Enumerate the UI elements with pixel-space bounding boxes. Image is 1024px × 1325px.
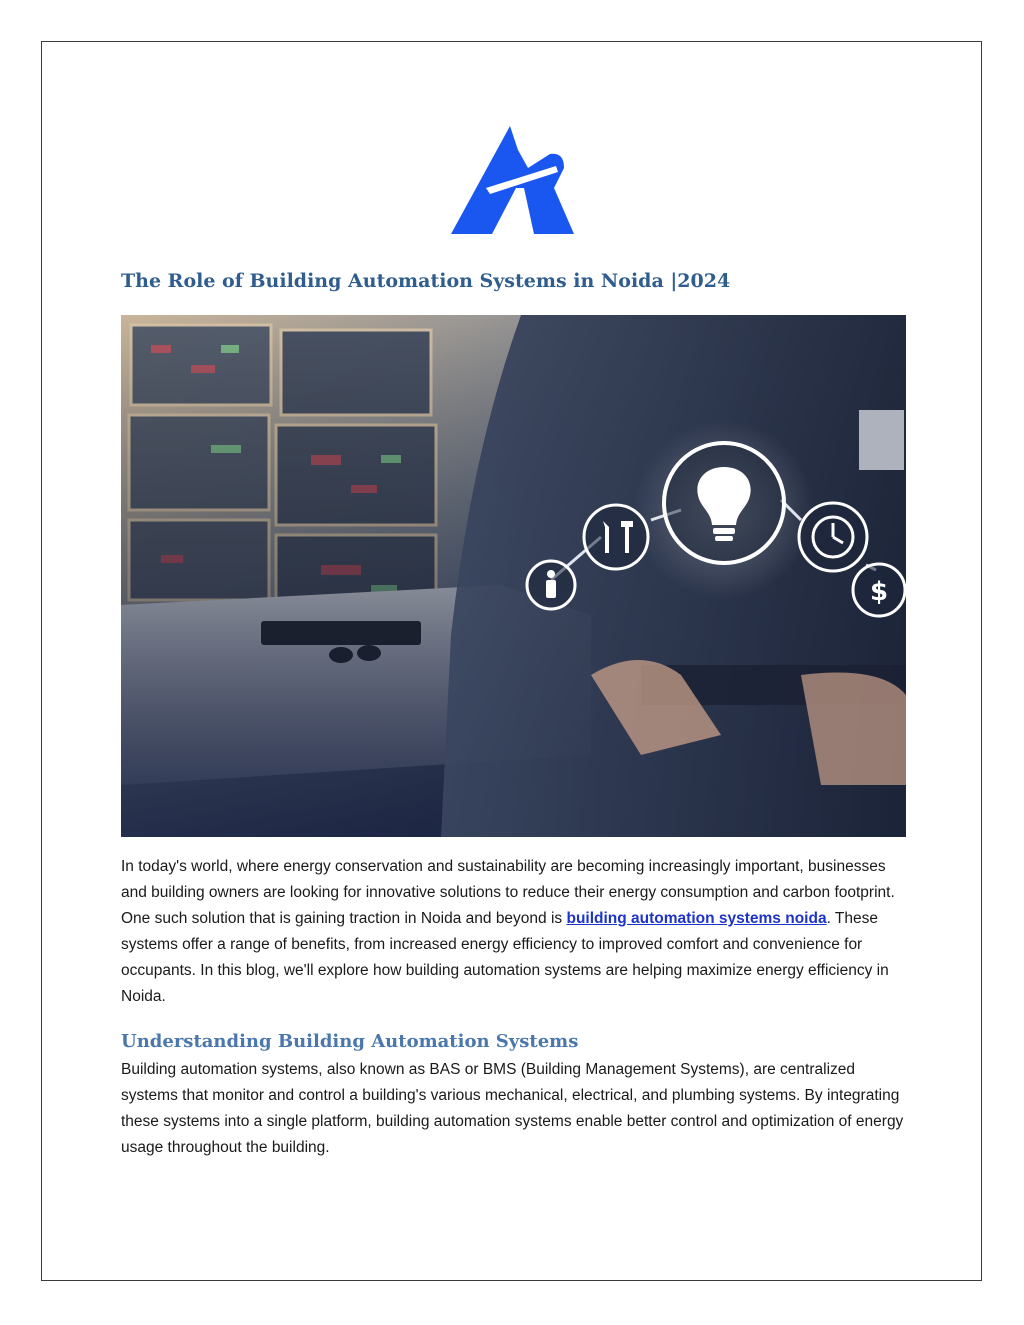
- svg-text:$: $: [869, 577, 889, 607]
- section-heading: Understanding Building Automation Systems: [121, 1031, 579, 1052]
- brand-logo: [446, 122, 578, 238]
- clock-icon: [799, 503, 867, 571]
- lightbulb-icon: [664, 443, 784, 563]
- building-automation-link[interactable]: building automation systems noida: [566, 910, 827, 927]
- tools-icon: [584, 505, 648, 569]
- hero-image: [121, 315, 906, 837]
- intro-text-after: . These systems offer a range of benefits, from increased energy efficiency to improved comfort and convenience for occupants. In this blog, we'll explore how building automation systems are helping maximize energy efficiency in Noida.: [121, 910, 889, 1005]
- intro-paragraph: [121, 854, 911, 1010]
- dollar-icon: [853, 564, 905, 616]
- intro-text-before: In today's world, where energy conservation and sustainability are becoming increasingly important, businesses and building owners are looking for innovative solutions to reduce their energy consumption and carbon footprint. One such solution that is gaining traction in Noida and beyond is: [121, 858, 895, 927]
- article-title: The Role of Building Automation Systems in Noida |2024: [121, 270, 731, 292]
- person-icon: [527, 561, 575, 609]
- section-paragraph: Building automation systems, also known as BAS or BMS (Building Management Systems), are centralized systems that monitor and control a building's various mechanical, electrical, and plumbing systems. By integrating these systems into a single platform, building automation systems enable better control and optimization of energy usage throughout the building.: [121, 1061, 904, 1156]
